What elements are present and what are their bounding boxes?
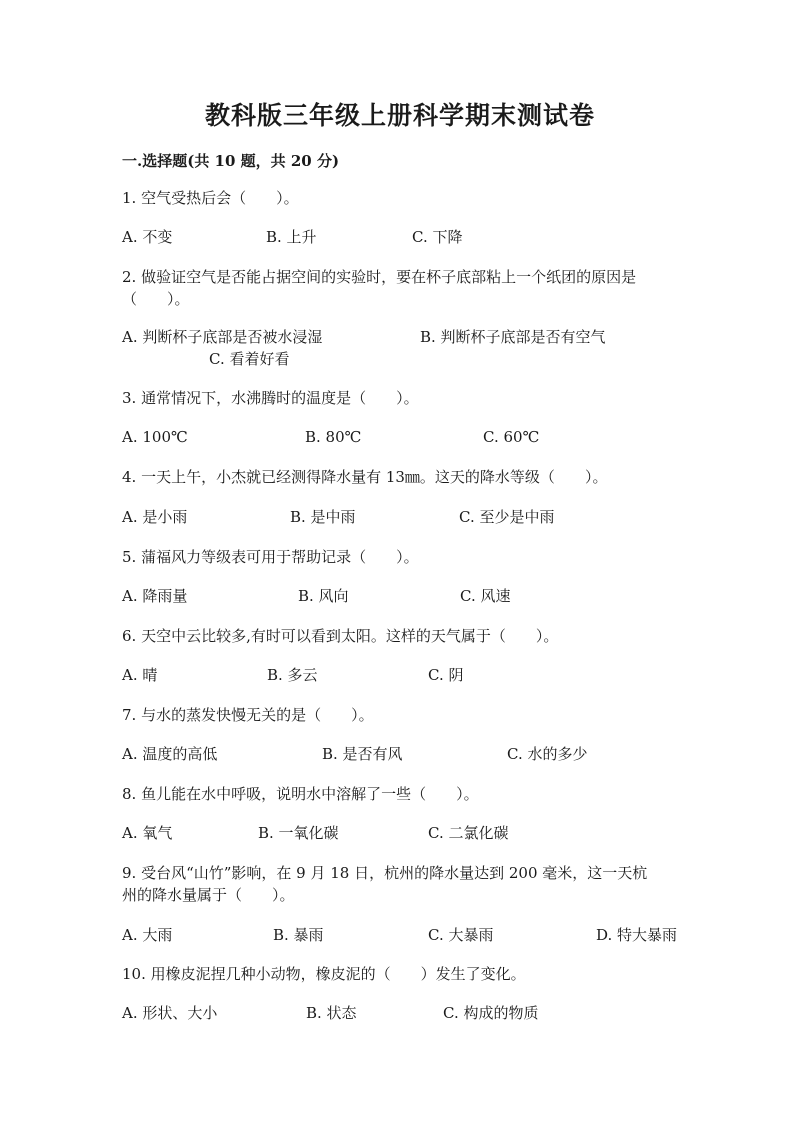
question-3: 3. 通常情况下，水沸腾时的温度是（ ）。: [122, 389, 419, 407]
q8-option-b: B. 一氧化碳: [258, 824, 339, 842]
q9-option-a: A. 大雨: [122, 926, 173, 944]
q6-option-c: C. 阴: [428, 666, 464, 684]
q4-option-c: C. 至少是中雨: [459, 508, 555, 526]
q8-option-c: C. 二氯化碳: [428, 824, 509, 842]
q9-option-c: C. 大暴雨: [428, 926, 494, 944]
page-title: 教科版三年级上册科学期末测试卷: [204, 101, 595, 130]
q7-option-b: B. 是否有风: [322, 745, 403, 763]
q7-option-a: A. 温度的高低: [122, 745, 218, 763]
q2-option-c: C. 看着好看: [209, 350, 290, 368]
q1-option-b: B. 上升: [266, 228, 317, 246]
q5-option-b: B. 风向: [298, 587, 349, 605]
section-heading: 一.选择题(共 10 题，共 20 分): [122, 152, 340, 170]
question-10: 10. 用橡皮泥捏几种小动物，橡皮泥的（ ）发生了变化。: [122, 965, 526, 983]
q1-option-a: A. 不变: [122, 228, 173, 246]
question-9-line-2: 州的降水量属于（ ）。: [122, 886, 295, 904]
question-7: 7. 与水的蒸发快慢无关的是（ ）。: [122, 706, 374, 724]
q4-option-b: B. 是中雨: [290, 508, 356, 526]
q7-option-c: C. 水的多少: [507, 745, 588, 763]
question-4: 4. 一天上午，小杰就已经测得降水量有 13㎜。这天的降水等级（ ）。: [122, 468, 608, 486]
question-9-line-1: 9. 受台风“山竹”影响，在 9 月 18 日，杭州的降水量达到 200 毫米，这一天杭: [122, 864, 648, 882]
question-6: 6. 天空中云比较多,有时可以看到太阳。这样的天气属于（ ）。: [122, 627, 559, 645]
question-5: 5. 蒲福风力等级表可用于帮助记录（ ）。: [122, 548, 419, 566]
q3-option-c: C. 60℃: [483, 428, 540, 446]
q6-option-a: A. 晴: [122, 666, 158, 684]
q8-option-a: A. 氧气: [122, 824, 173, 842]
q2-option-a: A. 判断杯子底部是否被水浸湿: [122, 328, 323, 346]
q9-option-d: D. 特大暴雨: [596, 926, 678, 944]
q5-option-c: C. 风速: [460, 587, 511, 605]
question-1: 1. 空气受热后会（ ）。: [122, 189, 299, 207]
q4-option-a: A. 是小雨: [122, 508, 188, 526]
q10-option-c: C. 构成的物质: [443, 1004, 539, 1022]
question-8: 8. 鱼儿能在水中呼吸，说明水中溶解了一些（ ）。: [122, 785, 479, 803]
q10-option-a: A. 形状、大小: [122, 1004, 218, 1022]
q5-option-a: A. 降雨量: [122, 587, 188, 605]
q6-option-b: B. 多云: [267, 666, 318, 684]
q3-option-b: B. 80℃: [305, 428, 362, 446]
question-2-line-2: （ ）。: [122, 290, 190, 308]
q2-option-b: B. 判断杯子底部是否有空气: [420, 328, 606, 346]
q10-option-b: B. 状态: [306, 1004, 357, 1022]
q1-option-c: C. 下降: [412, 228, 463, 246]
question-2-line-1: 2. 做验证空气是否能占据空间的实验时，要在杯子底部粘上一个纸团的原因是: [122, 268, 637, 286]
q9-option-b: B. 暴雨: [273, 926, 324, 944]
q3-option-a: A. 100℃: [122, 428, 188, 446]
